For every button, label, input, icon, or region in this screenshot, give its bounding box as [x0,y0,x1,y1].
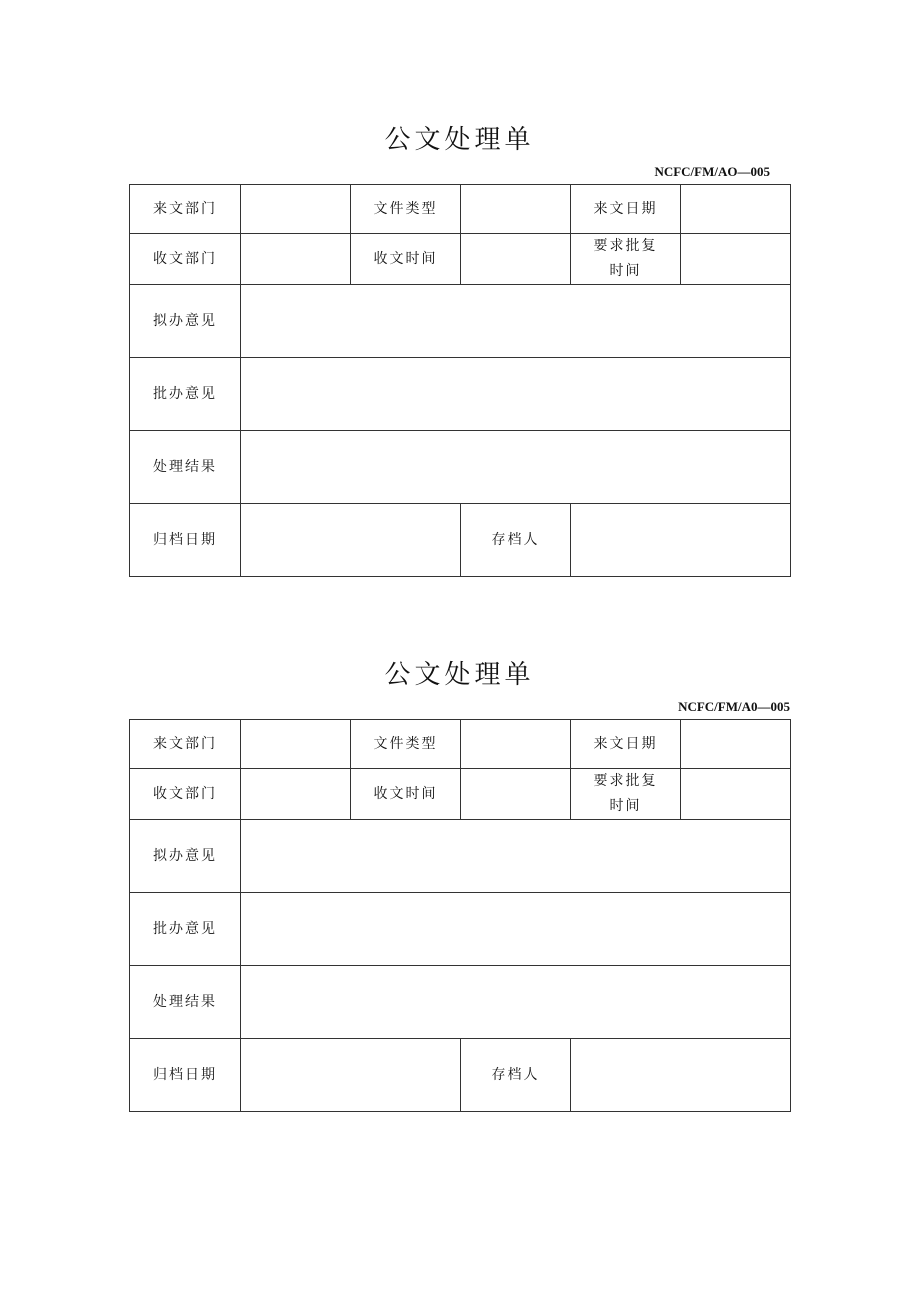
field-reply-deadline[interactable] [681,234,791,285]
label-reply-deadline: 要求批复时间 [593,773,658,814]
label-from-date: 来文日期 [571,185,681,234]
label-archive-date: 归档日期 [130,1039,241,1112]
label-reply-deadline-cell [571,769,681,820]
label-doc-type: 文件类型 [351,185,461,234]
field-doc-type[interactable] [461,185,571,234]
form-title: 公文处理单 [384,660,535,690]
field-proposed-opinion[interactable] [241,820,791,893]
field-from-date[interactable] [681,185,791,234]
label-from-date: 来文日期 [571,720,681,769]
field-from-date[interactable] [681,720,791,769]
label-proposed-opinion: 拟办意见 [130,285,241,358]
document-form-2 [129,655,790,1112]
label-result: 处理结果 [130,966,241,1039]
field-archiver[interactable] [571,504,791,577]
field-reply-deadline[interactable] [681,769,791,820]
label-archiver: 存档人 [461,1039,571,1112]
field-doc-type[interactable] [461,720,571,769]
field-archive-date[interactable] [241,1039,461,1112]
document-form-1 [129,120,790,577]
label-from-dept: 来文部门 [130,185,241,234]
field-from-dept[interactable] [241,720,351,769]
field-recv-time[interactable] [461,234,571,285]
field-archiver[interactable] [571,1039,791,1112]
field-approval-opinion[interactable] [241,358,791,431]
label-recv-time: 收文时间 [351,769,461,820]
label-result: 处理结果 [130,431,241,504]
field-recv-time[interactable] [461,769,571,820]
field-recv-dept[interactable] [241,769,351,820]
form-code: NCFC/FM/AO—005 [654,164,770,179]
field-archive-date[interactable] [241,504,461,577]
form-title: 公文处理单 [384,125,535,155]
label-recv-dept: 收文部门 [130,234,241,285]
label-recv-time: 收文时间 [351,234,461,285]
label-approval-opinion: 批办意见 [130,358,241,431]
form-table [129,719,791,1112]
label-archiver: 存档人 [461,504,571,577]
field-from-dept[interactable] [241,185,351,234]
field-result[interactable] [241,966,791,1039]
label-reply-deadline-cell [571,234,681,285]
label-archive-date: 归档日期 [130,504,241,577]
form-table [129,184,791,577]
field-proposed-opinion[interactable] [241,285,791,358]
field-approval-opinion[interactable] [241,893,791,966]
label-reply-deadline: 要求批复时间 [593,238,658,279]
label-recv-dept: 收文部门 [130,769,241,820]
label-approval-opinion: 批办意见 [130,893,241,966]
form-code: NCFC/FM/A0—005 [678,699,790,714]
label-from-dept: 来文部门 [130,720,241,769]
label-doc-type: 文件类型 [351,720,461,769]
label-proposed-opinion: 拟办意见 [130,820,241,893]
field-result[interactable] [241,431,791,504]
field-recv-dept[interactable] [241,234,351,285]
